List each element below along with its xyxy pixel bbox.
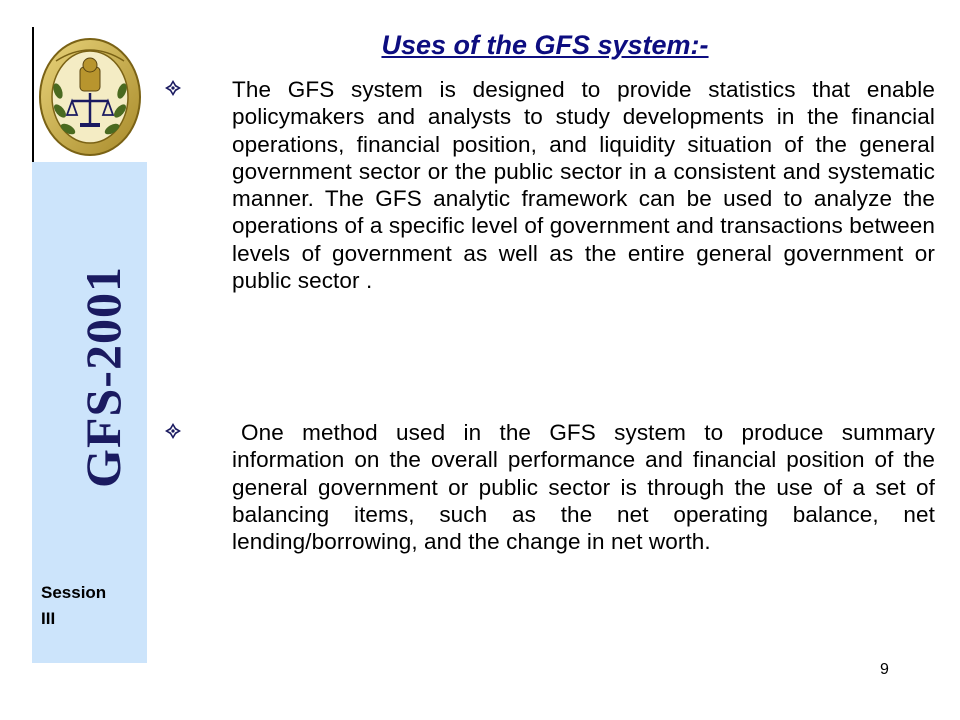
emblem-seal-icon [36, 31, 144, 159]
bullet-item-2 [165, 419, 935, 555]
slide-title: Uses of the GFS system:- [381, 30, 709, 60]
logo-box [32, 27, 147, 162]
diamond-bullet-icon [165, 80, 181, 96]
bullet-item-1 [165, 76, 935, 294]
session-label [41, 580, 106, 632]
session-line-1: Session [41, 583, 107, 602]
bullet-text-1: The GFS system is designed to provide statistics that enable policymakers and analysts to study developments in the financial operations, financial position, and liquidity situation of the general government sector or the public sector in a consistent and systematic manner. The GFS analytic framework can be used to analyze the operations of a specific level of government and transactions between levels of government as well as the entire general government or public sector . [232, 77, 935, 294]
page-number: 9 [880, 661, 889, 678]
sidebar-title: GFS-2001 [75, 266, 131, 488]
sidebar [32, 27, 147, 663]
diamond-bullet-icon [165, 423, 181, 439]
session-line-2: III [41, 609, 56, 628]
bullet-text-2: One method used in the GFS system to produce summary information on the overall performance and financial position of the general government or public sector is through the use of a set of balancing items, such as the net operating balance, net lending/borrowing, and the change in net worth. [232, 420, 935, 555]
